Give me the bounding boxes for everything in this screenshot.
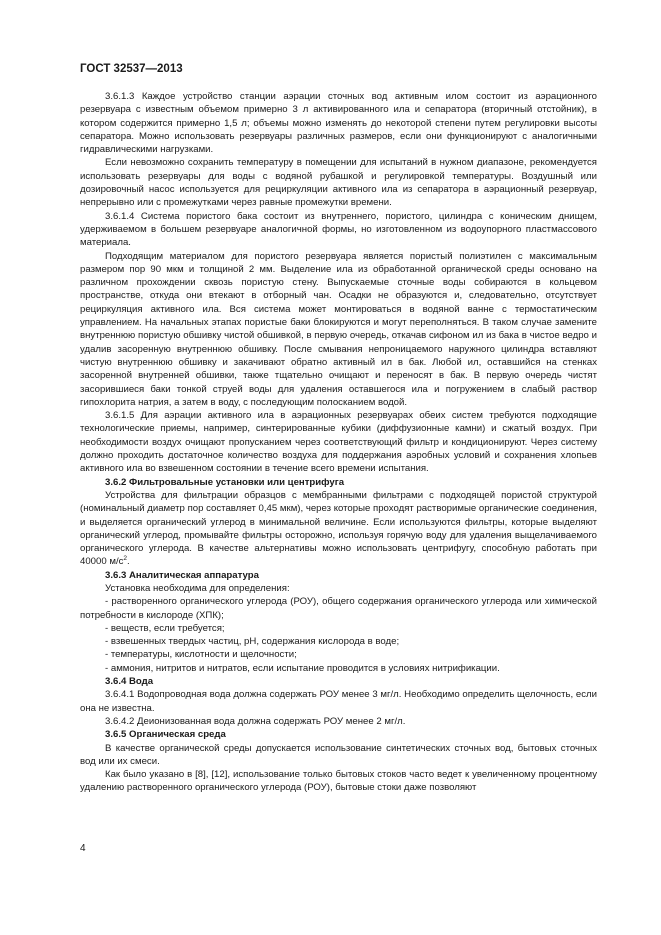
filtration-text: Устройства для фильтрации образцов с мембранными фильтрами с подходящей пористой структурой (номинальный диаметр пор составляет 0,45 мкм), через которые проходят растворимые органические соединения, и выделяется органический углерод в минимальной величине. Если используются фильтры, которые выделяют органический углерод, промывайте фильтры осторожно, используя горячую воду для удаления выщелачиваемого органического углерода. В качестве альтернативы можно использовать центрифугу, способную работать при 40000 м/с <box>80 489 597 568</box>
document-body <box>80 90 597 795</box>
paragraph-temperature: Если невозможно сохранить температуру в помещении для испытаний в нужном диапазоне, рекомендуется использовать резервуары для воды с водяной рубашкой и регулировкой температуры. Воздушный или дозировочный насос используется для рециркуляции активного ила из сепаратора в аэрационный резервуар, непрерывно или с промежутками через равные промежутки времени. <box>80 157 597 209</box>
paragraph-installation: Установка необходима для определения: <box>105 582 290 594</box>
paragraph-3-6-4-2: 3.6.4.2 Деионизованная вода должна содержать РОУ менее 2 мг/л. <box>105 715 406 727</box>
paragraph-organic-medium: В качестве органической среды допускается использование синтетических сточных вод, бытовых сточных вод или их смеси. <box>80 742 597 767</box>
paragraph-domestic-wastewater: Как было указано в [8], [12], использование только бытовых стоков часто ведет к увеличенному процентному удалению растворенного органического углерода (РОУ), бытовые стоки даже позволяют <box>80 769 597 794</box>
section-heading-3-6-5: 3.6.5 Органическая среда <box>105 729 226 741</box>
list-item-suspended-solids: - взвешенных твердых частиц, pH, содержания кислорода в воде; <box>105 636 400 648</box>
list-item-dissolved-carbon: - растворенного органического углерода (РОУ), общего содержания органического углерода или химической потребности в кислороде (ХПК); <box>80 596 597 621</box>
section-heading-3-6-2: 3.6.2 Фильтровальные установки или центрифуга <box>105 476 345 488</box>
page-number: 4 <box>80 843 86 854</box>
paragraph-3-6-4-1: 3.6.4.1 Водопроводная вода должна содержать РОУ менее 3 мг/л. Необходимо определить щелочность, если она не известна. <box>80 689 597 714</box>
paragraph-porous-material: Подходящим материалом для пористого резервуара является пористый полиэтилен с максимальным размером пор 90 мкм и толщиной 2 мм. Выделение ила из обработанной органической среды основано на различном прохождении сквозь пористую стену. Выпускаемые сточные воды собираются в кольцевом пространстве, откуда они втекают в отборный чан. Осадки не образуются и, следовательно, отсутствует рециркуляция активного ила. Вся система может монтироваться в водяной ванне с термостатическим управлением. На начальных этапах пористые баки блокируются и могут переполняться. В таком случае замените внутреннюю пористую обшивку чистой обшивкой, в первую очередь, откачав сифоном ил из бака в чистое ведро и удалив засоренную внутреннюю обшивку. После смывания непроницаемого наружного цилиндра вставляют чистую внутреннюю обшивку и закачивают обратно активный ил в бак. Любой ил, оставшийся на стенках засоренной внутренней обшивки, также тщательно очищают и переносят в бак. В первую очередь чистят засорившиеся баки тонкой струей воды для удаления оставшегося ила и погружением в слабый раствор гипохлорита натрия, а затем в воду, с последующим полосканием водой. <box>80 250 597 408</box>
paragraph-3-6-1-3: 3.6.1.3 Каждое устройство станции аэрации сточных вод активным илом состоит из аэрационного резервуара с известным объемом примерно 3 л активированного ила и сепаратора (вторичный отстойник), в котором содержится примерно 1,5 л; объемы можно изменять до некоторой степени путем регулировки высоты сепаратора. Можно использовать резервуары различных размеров, если они функционируют с аналогичными гидравлическими нагрузками. <box>80 91 597 156</box>
section-heading-3-6-4: 3.6.4 Вода <box>105 676 154 688</box>
superscript-2: 2 <box>123 555 128 563</box>
filtration-end: . <box>127 556 130 568</box>
list-item-substances: - веществ, если требуется; <box>105 622 225 634</box>
paragraph-3-6-1-5: 3.6.1.5 Для аэрации активного ила в аэрационных резервуарах обеих систем требуются подходящие технологические приемы, например, синтерированные кубики (диффузионные камни) и сжатый воздух. При необходимости воздух очищают пропусканием через соответствующий фильтр и кондиционируют. Через систему должно проходить достаточное количество воздуха для поддержания аэробных условий и сохранения хлопьев активного ила во взвешенном состоянии в течение всего времени испытания. <box>80 410 597 475</box>
list-item-ammonium: - аммония, нитритов и нитратов, если испытание проводится в условиях нитрификации. <box>105 662 500 674</box>
paragraph-3-6-1-4: 3.6.1.4 Система пористого бака состоит из внутреннего, пористого, цилиндра с коническим днищем, удерживаемом в большем резервуаре аналогичной формы, но изготовленном из водоупорного пластмассового материала. <box>80 210 597 249</box>
list-item-temperature: - температуры, кислотности и щелочности; <box>105 649 297 661</box>
section-heading-3-6-3: 3.6.3 Аналитическая аппаратура <box>105 569 259 581</box>
paragraph-filtration <box>80 489 597 569</box>
document-header: ГОСТ 32537—2013 <box>80 63 183 75</box>
